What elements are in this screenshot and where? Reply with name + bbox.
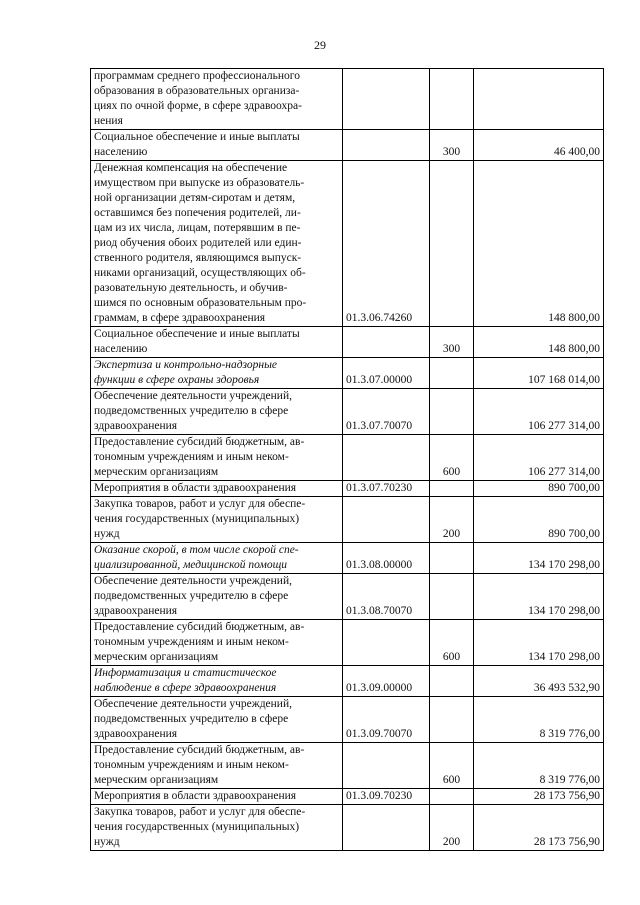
row-sum-cell: 134 170 298,00 xyxy=(474,620,604,666)
row-sum-cell: 890 700,00 xyxy=(474,497,604,543)
row-sum-cell: 134 170 298,00 xyxy=(474,574,604,620)
row-code-cell: 01.3.07.70230 xyxy=(343,481,430,497)
row-name-cell xyxy=(91,743,343,789)
table-row xyxy=(91,389,604,435)
row-name-line: шимся по основным образовательным про- xyxy=(94,297,307,309)
row-name-cell xyxy=(91,161,343,327)
table-row xyxy=(91,574,604,620)
row-name-line: нужд xyxy=(94,528,120,540)
row-name-line: Предоставление субсидий бюджетным, ав- xyxy=(94,436,305,448)
table-row xyxy=(91,620,604,666)
row-vr-cell xyxy=(430,666,474,697)
row-vr-cell xyxy=(430,358,474,389)
row-code-cell: 01.3.09.70070 xyxy=(343,697,430,743)
row-name-line: тономным учреждениям и иным неком- xyxy=(94,759,289,771)
row-name-line: чения государственных (муниципальных) xyxy=(94,821,300,833)
row-name-line: Закупка товаров, работ и услуг для обеспе- xyxy=(94,498,306,510)
row-sum-cell: 36 493 532,90 xyxy=(474,666,604,697)
page-number: 29 xyxy=(314,38,326,52)
table-row xyxy=(91,358,604,389)
row-name-line: здравоохранения xyxy=(94,420,178,432)
row-name-line: Оказание скорой, в том числе скорой спе- xyxy=(94,544,299,556)
row-name-line: программам среднего профессионального xyxy=(94,70,300,82)
table-row xyxy=(91,497,604,543)
row-sum-cell: 28 173 756,90 xyxy=(474,805,604,851)
row-name-cell xyxy=(91,697,343,743)
row-name-line: наблюдение в сфере здравоохранения xyxy=(94,682,277,694)
row-code-cell xyxy=(343,130,430,161)
row-name-cell xyxy=(91,389,343,435)
row-code-cell xyxy=(343,497,430,543)
row-name-line: Предоставление субсидий бюджетным, ав- xyxy=(94,621,305,633)
row-code-cell xyxy=(343,435,430,481)
row-name-line: мерческим организациям xyxy=(94,651,219,663)
row-sum-cell: 46 400,00 xyxy=(474,130,604,161)
table-row xyxy=(91,697,604,743)
row-sum-cell: 8 319 776,00 xyxy=(474,697,604,743)
row-vr-cell xyxy=(430,574,474,620)
row-name-line: Экспертиза и контрольно-надзорные xyxy=(94,359,277,371)
row-code-cell: 01.3.07.70070 xyxy=(343,389,430,435)
row-name-cell xyxy=(91,805,343,851)
table-row xyxy=(91,666,604,697)
row-vr-cell: 200 xyxy=(430,497,474,543)
table-row xyxy=(91,789,604,805)
row-name-line: циализированной, медицинской помощи xyxy=(94,559,288,571)
row-name-line: Обеспечение деятельности учреждений, xyxy=(94,698,292,710)
row-code-cell xyxy=(343,327,430,358)
row-vr-cell xyxy=(430,789,474,805)
row-vr-cell: 200 xyxy=(430,805,474,851)
row-name-cell xyxy=(91,327,343,358)
row-name-cell xyxy=(91,789,343,805)
row-code-cell: 01.3.09.00000 xyxy=(343,666,430,697)
table-row xyxy=(91,435,604,481)
row-name-line: граммам, в сфере здравоохранения xyxy=(94,312,266,324)
row-name-line: разовательную деятельность, и обучив- xyxy=(94,282,288,294)
row-name-line: здравоохранения xyxy=(94,605,178,617)
row-name-line: мерческим организациям xyxy=(94,466,219,478)
budget-table-body xyxy=(91,69,604,851)
row-vr-cell xyxy=(430,697,474,743)
row-name-line: подведомственных учредителю в сфере xyxy=(94,590,289,602)
row-name-cell xyxy=(91,666,343,697)
row-name-line: функции в сфере охраны здоровья xyxy=(94,374,260,386)
row-name-line: чения государственных (муниципальных) xyxy=(94,513,300,525)
row-sum-cell: 148 800,00 xyxy=(474,161,604,327)
row-name-line: Социальное обеспечение и иные выплаты xyxy=(94,328,300,340)
row-name-line: Мероприятия в области здравоохранения xyxy=(94,482,297,494)
row-name-line: Предоставление субсидий бюджетным, ав- xyxy=(94,744,305,756)
table-row xyxy=(91,543,604,574)
row-name-line: Мероприятия в области здравоохранения xyxy=(94,790,297,802)
row-name-line: образования в образовательных организа- xyxy=(94,85,300,97)
row-name-line: здравоохранения xyxy=(94,728,178,740)
row-name-line: нения xyxy=(94,115,123,127)
row-code-cell: 01.3.09.70230 xyxy=(343,789,430,805)
row-name-line: подведомственных учредителю в сфере xyxy=(94,713,289,725)
table-row xyxy=(91,69,604,130)
row-name-line: имуществом при выпуске из образователь- xyxy=(94,177,305,189)
row-code-cell: 01.3.07.00000 xyxy=(343,358,430,389)
row-vr-cell xyxy=(430,69,474,130)
row-sum-cell: 107 168 014,00 xyxy=(474,358,604,389)
row-name-line: Обеспечение деятельности учреждений, xyxy=(94,575,292,587)
table-row xyxy=(91,327,604,358)
row-name-line: тономным учреждениям и иным неком- xyxy=(94,636,289,648)
row-vr-cell xyxy=(430,389,474,435)
row-name-line: никами организаций, осуществляющих об- xyxy=(94,267,306,279)
row-code-cell: 01.3.08.70070 xyxy=(343,574,430,620)
row-sum-cell xyxy=(474,69,604,130)
row-vr-cell: 600 xyxy=(430,435,474,481)
row-name-cell xyxy=(91,69,343,130)
row-name-line: риод обучения обоих родителей или един- xyxy=(94,237,302,249)
table-row xyxy=(91,743,604,789)
row-sum-cell: 890 700,00 xyxy=(474,481,604,497)
row-name-line: мерческим организациям xyxy=(94,774,219,786)
row-sum-cell: 106 277 314,00 xyxy=(474,389,604,435)
row-sum-cell: 28 173 756,90 xyxy=(474,789,604,805)
row-vr-cell: 300 xyxy=(430,327,474,358)
row-vr-cell xyxy=(430,161,474,327)
row-vr-cell xyxy=(430,543,474,574)
row-code-cell xyxy=(343,743,430,789)
row-name-line: Закупка товаров, работ и услуг для обеспе- xyxy=(94,806,306,818)
row-name-line: оставшимся без попечения родителей, ли- xyxy=(94,207,301,219)
table-row xyxy=(91,130,604,161)
table-row xyxy=(91,805,604,851)
row-name-line: населению xyxy=(94,343,148,355)
row-sum-cell: 134 170 298,00 xyxy=(474,543,604,574)
row-vr-cell: 600 xyxy=(430,620,474,666)
row-name-cell xyxy=(91,130,343,161)
row-vr-cell: 600 xyxy=(430,743,474,789)
table-row xyxy=(91,481,604,497)
row-code-cell: 01.3.06.74260 xyxy=(343,161,430,327)
row-vr-cell xyxy=(430,481,474,497)
row-sum-cell: 8 319 776,00 xyxy=(474,743,604,789)
row-name-line: тономным учреждениям и иным неком- xyxy=(94,451,289,463)
row-name-line: ной организации детям-сиротам и детям, xyxy=(94,192,296,204)
row-code-cell xyxy=(343,805,430,851)
row-name-line: ственного родителя, являющимся выпуск- xyxy=(94,252,302,264)
row-name-cell xyxy=(91,497,343,543)
budget-table xyxy=(90,68,604,851)
row-name-cell xyxy=(91,435,343,481)
row-name-line: цам из их числа, лицам, потерявшим в пе- xyxy=(94,222,301,234)
row-code-cell: 01.3.08.00000 xyxy=(343,543,430,574)
row-sum-cell: 148 800,00 xyxy=(474,327,604,358)
row-name-line: нужд xyxy=(94,836,120,848)
row-sum-cell: 106 277 314,00 xyxy=(474,435,604,481)
row-name-line: подведомственных учредителю в сфере xyxy=(94,405,289,417)
row-name-cell xyxy=(91,574,343,620)
row-vr-cell: 300 xyxy=(430,130,474,161)
row-code-cell xyxy=(343,69,430,130)
row-name-cell xyxy=(91,358,343,389)
row-name-line: Социальное обеспечение и иные выплаты xyxy=(94,131,300,143)
row-name-cell xyxy=(91,481,343,497)
row-name-line: циях по очной форме, в сфере здравоохра- xyxy=(94,100,302,112)
row-name-line: Обеспечение деятельности учреждений, xyxy=(94,390,292,402)
row-name-line: Информатизация и статистическое xyxy=(94,667,277,679)
row-name-line: населению xyxy=(94,146,148,158)
row-name-line: Денежная компенсация на обеспечение xyxy=(94,162,288,174)
table-row xyxy=(91,161,604,327)
row-name-cell xyxy=(91,543,343,574)
row-code-cell xyxy=(343,620,430,666)
row-name-cell xyxy=(91,620,343,666)
